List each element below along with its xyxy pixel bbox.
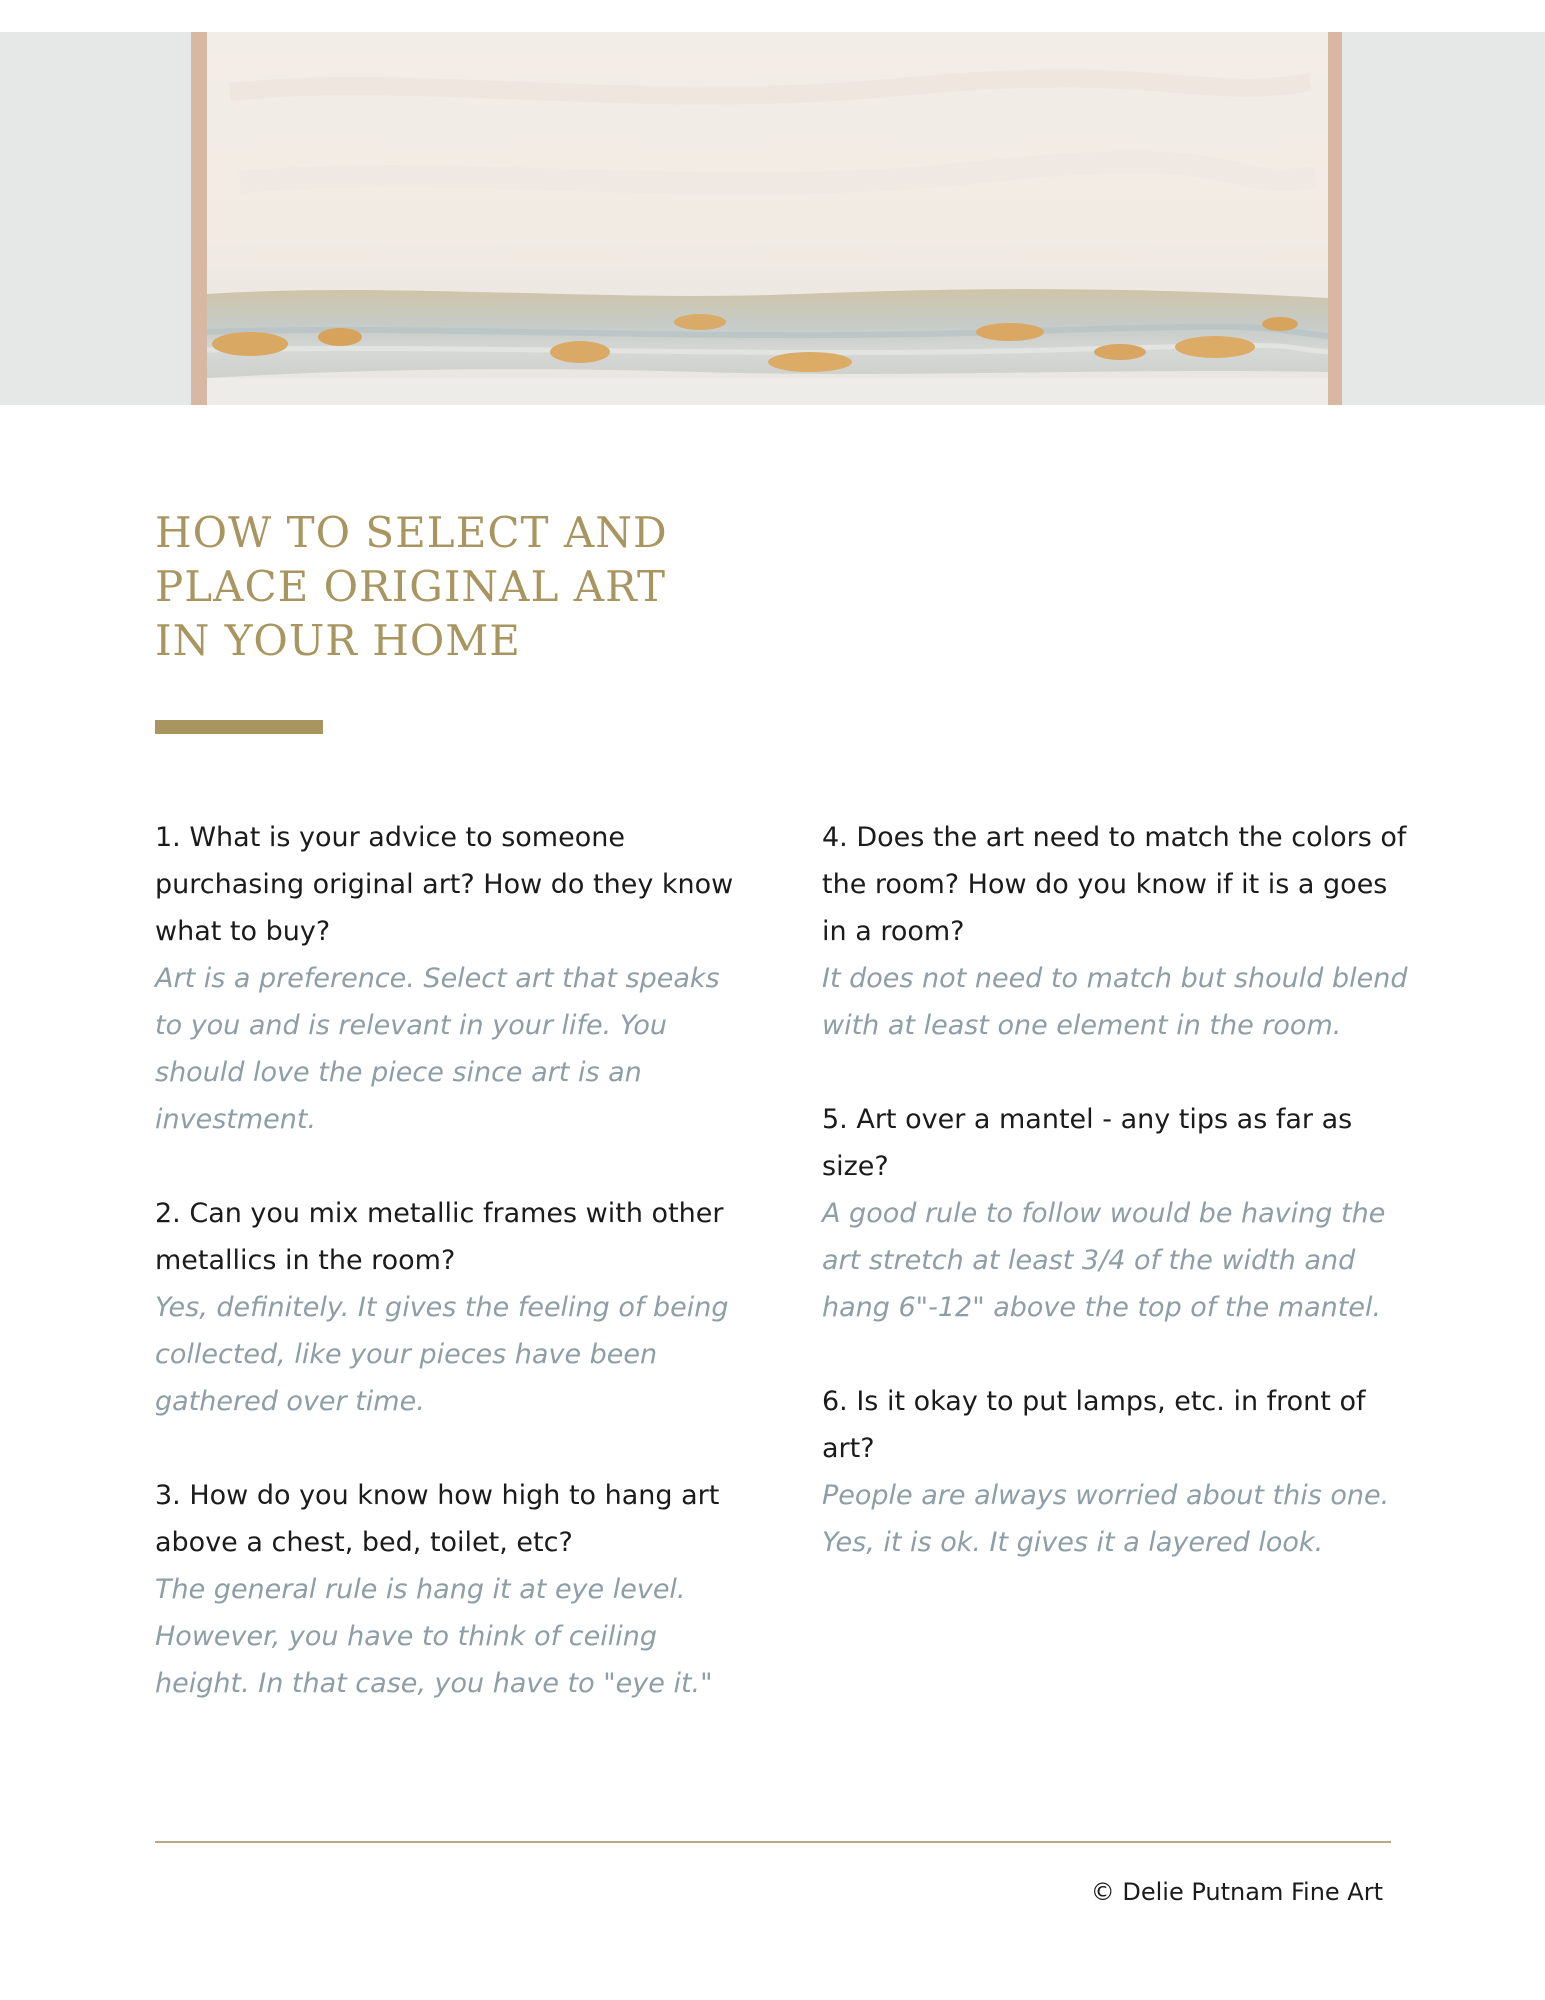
question-6: 6. Is it okay to put lamps, etc. in front of art? [822, 1386, 1366, 1464]
answer-3: The general rule is hang it at eye level. However, you have to think of ceiling height. In that case, you have to "eye it." [155, 1574, 713, 1699]
question-2: 2. Can you mix metallic frames with other metallics in the room? [155, 1198, 724, 1276]
qa-item-2 [155, 1190, 745, 1425]
answer-4: It does not need to match but should blend with at least one element in the room. [822, 963, 1408, 1041]
question-4: 4. Does the art need to match the colors of the room? How do you know if it is a goes in a room? [822, 822, 1407, 947]
answer-6: People are always worried about this one. Yes, it is ok. It gives it a layered look. [822, 1480, 1390, 1558]
footer-divider [155, 1841, 1391, 1843]
qa-item-3 [155, 1472, 745, 1707]
qa-item-6 [822, 1378, 1412, 1566]
copyright-notice: © Delie Putnam Fine Art [1090, 1878, 1383, 1906]
qa-item-4 [822, 814, 1412, 1049]
title-divider [155, 720, 323, 734]
title-line-1: HOW TO SELECT AND [155, 508, 668, 557]
question-3: 3. How do you know how high to hang art above a chest, bed, toilet, etc? [155, 1480, 720, 1558]
question-1: 1. What is your advice to someone purchasing original art? How do they know what to buy? [155, 822, 734, 947]
qa-item-1 [155, 814, 745, 1143]
qa-column-right [822, 814, 1412, 1613]
answer-1: Art is a preference. Select art that speaks to you and is relevant in your life. You should love the piece since art is an investment. [155, 963, 720, 1135]
answer-2: Yes, definitely. It gives the feeling of being collected, like your pieces have been gathered over time. [155, 1292, 729, 1417]
question-5: 5. Art over a mantel - any tips as far as size? [822, 1104, 1353, 1182]
title-line-3: IN YOUR HOME [155, 616, 521, 665]
qa-item-5 [822, 1096, 1412, 1331]
hero-painting-image [0, 32, 1545, 405]
page-title [155, 506, 668, 668]
title-line-2: PLACE ORIGINAL ART [155, 562, 666, 611]
qa-column-left [155, 814, 745, 1754]
answer-5: A good rule to follow would be having the art stretch at least 3/4 of the width and hang 6"-12" above the top of the mantel. [822, 1198, 1386, 1323]
